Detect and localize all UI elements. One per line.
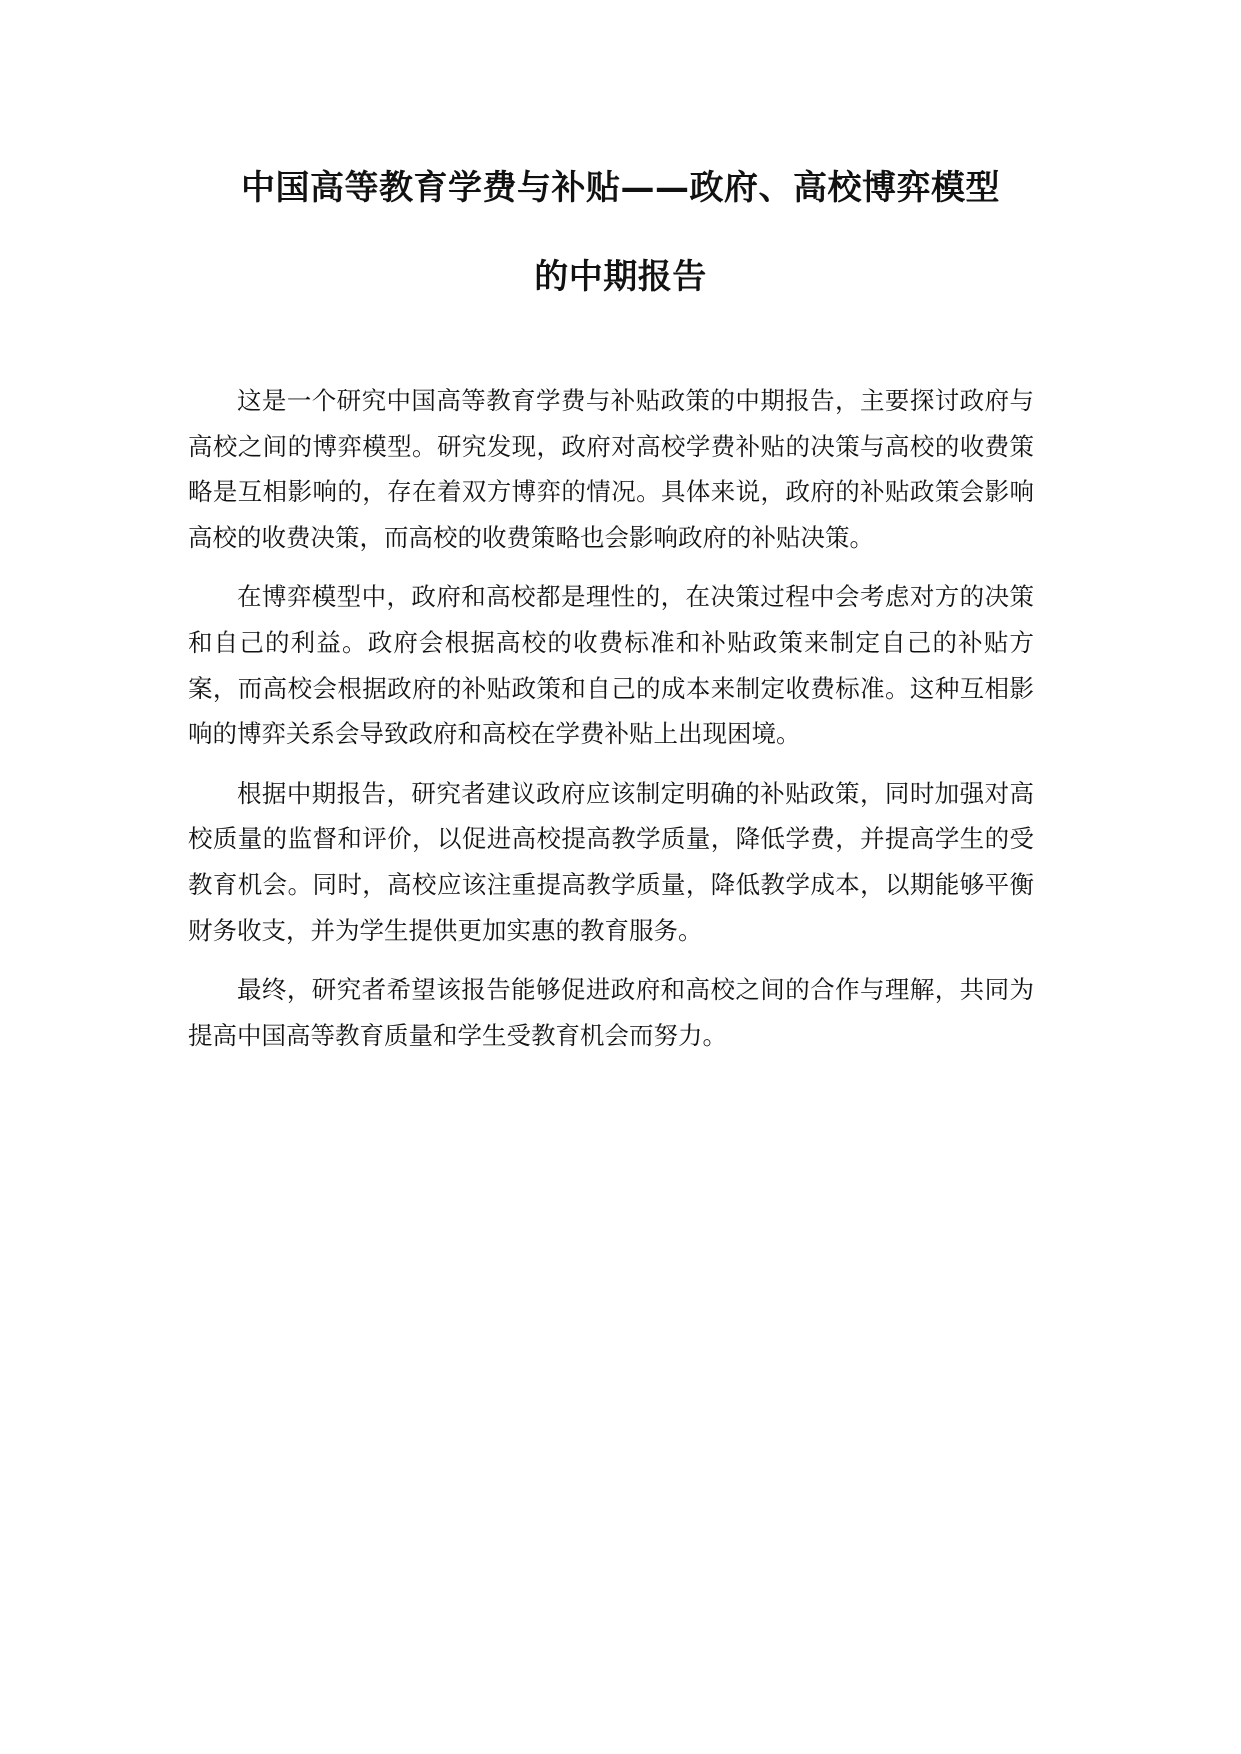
paragraph-4: 最终，研究者希望该报告能够促进政府和高校之间的合作与理解，共同为提高中国高等教育质量和学生受教育机会而努力。 [188,975,1034,1050]
paragraph-2: 在博弈模型中，政府和高校都是理性的，在决策过程中会考虑对方的决策和自己的利益。政府会根据高校的收费标准和补贴政策来制定自己的补贴方案，而高校会根据政府的补贴政策和自己的成本来制定收费标准。这种互相影响的博弈关系会导致政府和高校在学费补贴上出现困境。 [188,582,1034,749]
document-body [188,378,1034,1072]
title-line-1: 中国高等教育学费与补贴——政府、高校博弈模型 [241,168,1000,208]
paragraph-3: 根据中期报告，研究者建议政府应该制定明确的补贴政策，同时加强对高校质量的监督和评价，以促进高校提高教学质量，降低学费，并提高学生的受教育机会。同时，高校应该注重提高教学质量，降低教学成本，以期能够平衡财务收支，并为学生提供更加实惠的教育服务。 [188,778,1034,945]
document-title [150,168,1091,297]
paragraph-1: 这是一个研究中国高等教育学费与补贴政策的中期报告，主要探讨政府与高校之间的博弈模型。研究发现，政府对高校学费补贴的决策与高校的收费策略是互相影响的，存在着双方博弈的情况。具体来说，政府的补贴政策会影响高校的收费决策，而高校的收费策略也会影响政府的补贴决策。 [188,386,1034,552]
title-line-2: 的中期报告 [534,257,707,297]
